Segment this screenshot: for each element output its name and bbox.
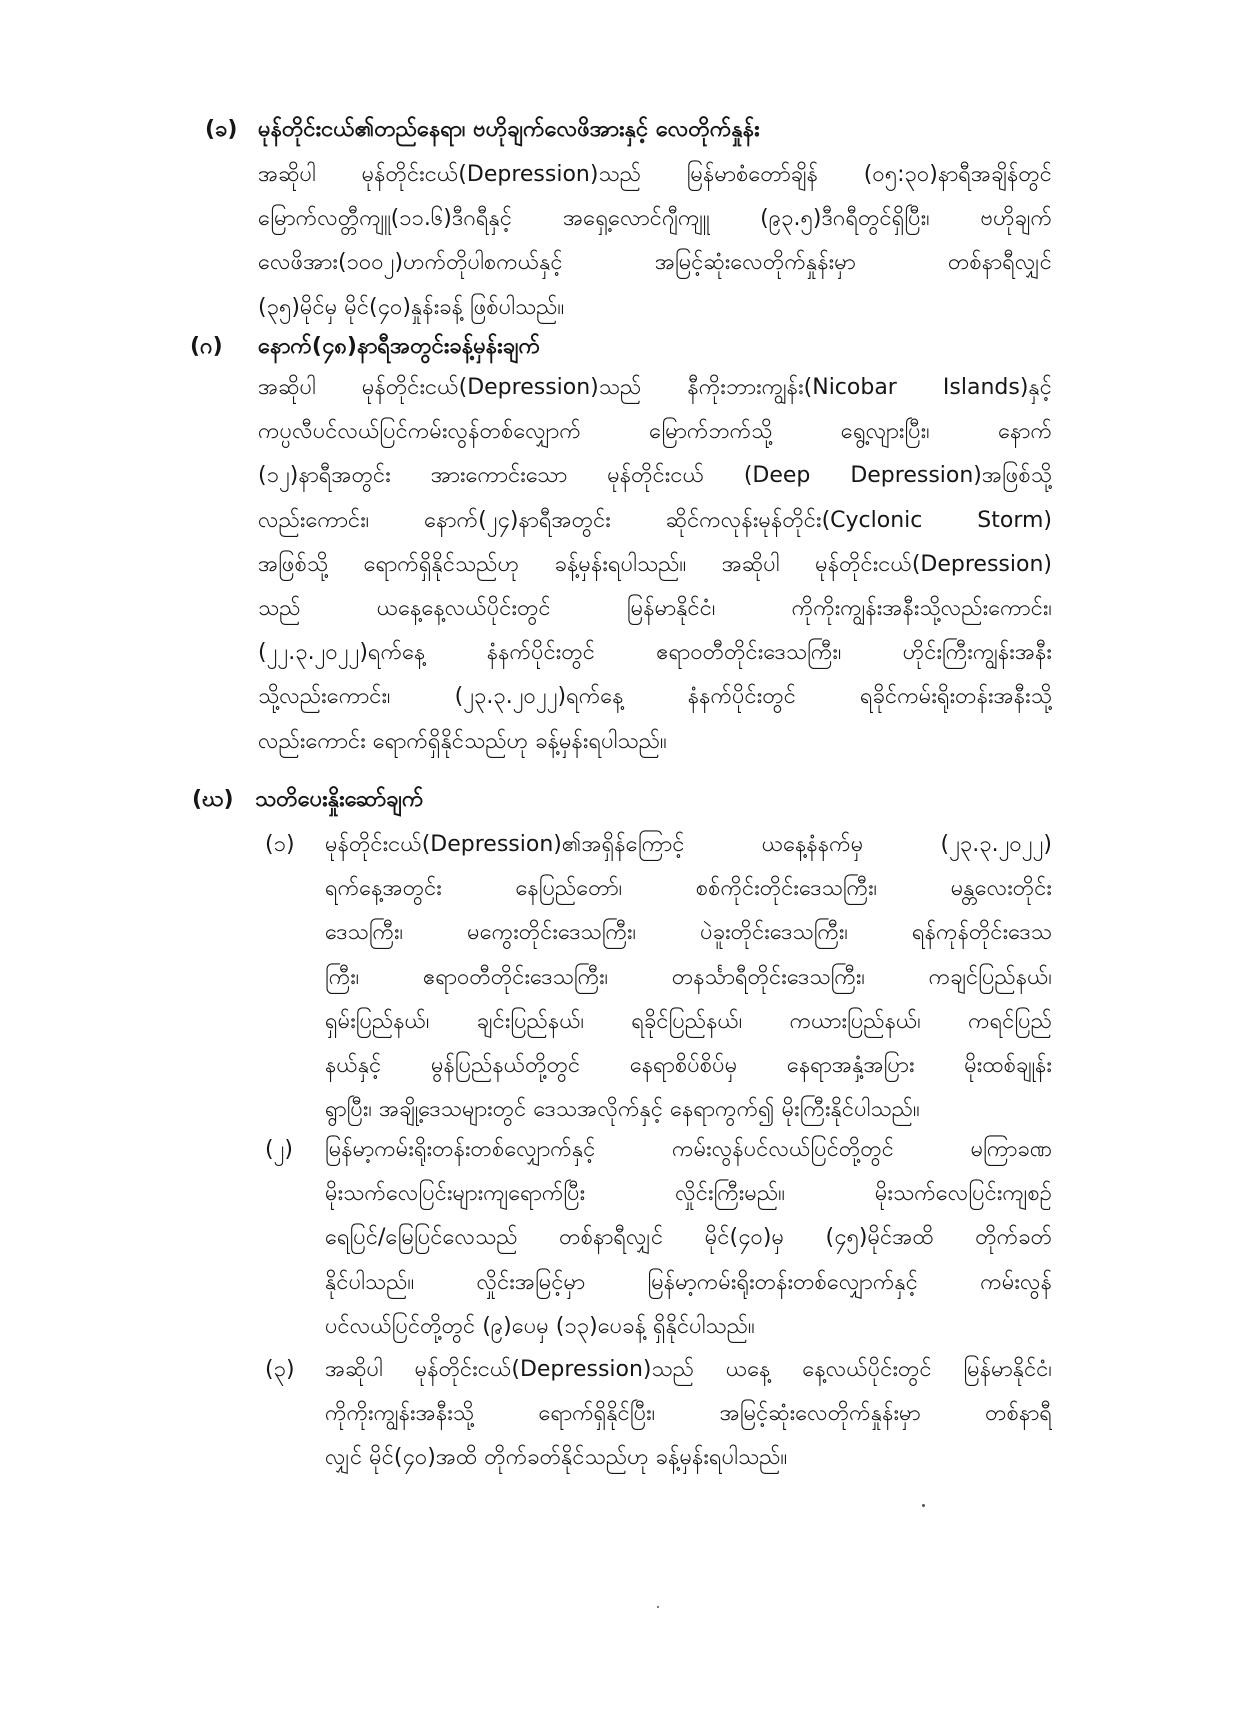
section-ga-label: (ဂ) [190, 334, 223, 359]
paragraph-line: လည်းကောင်း ရောက်ရှိနိုင်သည်ဟု ခန့်မှန်းရပါသည်။ [258, 728, 667, 754]
section-ga-paragraph [258, 366, 1052, 764]
paragraph-line: လည်းကောင်း၊ နောက်(၂၄)နာရီအတွင်း ဆိုင်ကလုန်းမုန်တိုင်း(Cyclonic Storm) [258, 507, 1052, 533]
warning-item-3-label: (၃) [265, 1357, 295, 1382]
section-ga-heading: နောက်(၄၈)နာရီအတွင်းခန့်မှန်းချက် [258, 334, 541, 359]
warning-item-1-label: (၁) [265, 832, 295, 857]
scan-speck [657, 1606, 659, 1608]
paragraph-line: မြောက်လတ္တီကျူ(၁၁.၆)ဒီဂရီနှင့် အရှေ့လောင်ဂျီကျူ (၉၃.၅)ဒီဂရီတွင်ရှိပြီး၊ ဗဟိုချက် [258, 206, 1052, 232]
paragraph-line: ရေပြင်/မြေပြင်လေသည် တစ်နာရီလျှင် မိုင်(၄၀)မှ (၄၅)မိုင်အထိ တိုက်ခတ် [325, 1225, 1052, 1251]
paragraph-line: သည် ယနေ့နေ့လယ်ပိုင်းတွင် မြန်မာနိုင်ငံ၊ ကိုကိုးကျွန်းအနီးသို့လည်းကောင်း၊ [258, 595, 1052, 621]
paragraph-line: မုန်တိုင်းငယ်(Depression)၏အရှိန်ကြောင့် ယနေ့နံနက်မှ (၂၃.၃.၂၀၂၂) [325, 832, 1052, 857]
paragraph-line: (၃၅)မိုင်မှ မိုင်(၄၀)နှုန်းခန့် ဖြစ်ပါသည်။ [258, 294, 565, 320]
paragraph-line: လေဖိအား(၁၀၀၂)ဟက်တိုပါစကယ်နှင့် အမြင့်ဆုံးလေတိုက်နှုန်းမှာ တစ်နာရီလျှင် [258, 250, 1052, 276]
warning-item-2 [325, 1128, 1052, 1349]
paragraph-line: ကပ္ပလီပင်လယ်ပြင်ကမ်းလွန်တစ်လျှောက် မြောက်ဘက်သို့ ရွေ့လျားပြီး၊ နောက် [258, 419, 1052, 445]
paragraph-line: အဆိုပါ မုန်တိုင်းငယ်(Depression)သည် နီကိုးဘားကျွန်း(Nicobar Islands)နှင့် [258, 375, 1052, 400]
paragraph-line: ကြီး၊ ဧရာဝတီတိုင်းဒေသကြီး၊ တနင်္သာရီတိုင်းဒေသကြီး၊ ကချင်ပြည်နယ်၊ [325, 964, 1052, 990]
paragraph-line: နိုင်ပါသည်။ လှိုင်းအမြင့်မှာ မြန်မာ့ကမ်းရိုးတန်းတစ်လျှောက်နှင့် ကမ်းလွန် [325, 1269, 1052, 1295]
paragraph-line: နယ်နှင့် မွန်ပြည်နယ်တို့တွင် နေရာစိပ်စိပ်မှ နေရာအနှံ့အပြား မိုးထစ်ချုန်း [325, 1052, 1052, 1078]
section-gha-heading: သတိပေးနှိုးဆော်ချက် [255, 787, 424, 812]
paragraph-line: ရက်နေ့အတွင်း နေပြည်တော်၊ စစ်ကိုင်းတိုင်းဒေသကြီး၊ မန္တလေးတိုင်း [325, 876, 1052, 902]
paragraph-line: အဖြစ်သို့ ရောက်ရှိနိုင်သည်ဟု ခန့်မှန်းရပါသည်။ အဆိုပါ မုန်တိုင်းငယ်(Depression) [258, 551, 1052, 577]
scan-speck [922, 1504, 925, 1507]
paragraph-line: ရွာပြီး၊ အချို့ဒေသများတွင် ဒေသအလိုက်နှင့် နေရာကွက်၍ မိုးကြီးနိုင်ပါသည်။ [325, 1097, 920, 1123]
paragraph-line: (၂၂.၃.၂၀၂၂)ရက်နေ့ နံနက်ပိုင်းတွင် ဧရာဝတီတိုင်းဒေသကြီး၊ ဟိုင်းကြီးကျွန်းအနီး [258, 640, 1052, 666]
paragraph-line: ရှမ်းပြည်နယ်၊ ချင်းပြည်နယ်၊ ရခိုင်ပြည်နယ်၊ ကယားပြည်နယ်၊ ကရင်ပြည် [325, 1008, 1052, 1034]
paragraph-line: (၁၂)နာရီအတွင်း အားကောင်းသော မုန်တိုင်းငယ် (Deep Depression)အဖြစ်သို့ [258, 463, 1052, 489]
section-kha-heading: မုန်တိုင်းငယ်၏တည်နေရာ၊ ဗဟိုချက်လေဖိအားနှင့် လေတိုက်နှုန်း [258, 117, 760, 142]
paragraph-line: ပင်လယ်ပြင်တို့တွင် (၉)ပေမှ (၁၃)ပေခန့် ရှိနိုင်ပါသည်။ [325, 1313, 755, 1339]
paragraph-line: မိုးသက်လေပြင်းများကျရောက်ပြီး လှိုင်းကြီးမည်။ မိုးသက်လေပြင်းကျစဉ် [325, 1181, 1052, 1207]
section-kha-paragraph [258, 153, 1052, 330]
warning-item-2-label: (၂) [265, 1137, 293, 1162]
paragraph-line: ကိုကိုးကျွန်းအနီးသို့ ရောက်ရှိနိုင်ပြီး၊ အမြင့်ဆုံးလေတိုက်နှုန်းမှာ တစ်နာရီ [325, 1401, 1052, 1427]
paragraph-line: အဆိုပါ မုန်တိုင်းငယ်(Depression)သည် ယနေ့ နေ့လယ်ပိုင်းတွင် မြန်မာနိုင်ငံ၊ [325, 1357, 1052, 1382]
paragraph-line: အဆိုပါ မုန်တိုင်းငယ်(Depression)သည် မြန်မာစံတော်ချိန် (၀၅:၃၀)နာရီအချိန်တွင် [258, 162, 1052, 187]
paragraph-line: သို့လည်းကောင်း၊ (၂၃.၃.၂၀၂၂)ရက်နေ့ နံနက်ပိုင်းတွင် ရခိုင်ကမ်းရိုးတန်းအနီးသို့ [258, 684, 1052, 710]
section-gha-label: (ဃ) [192, 787, 234, 812]
paragraph-line: မြန်မာ့ကမ်းရိုးတန်းတစ်လျှောက်နှင့် ကမ်းလွန်ပင်လယ်ပြင်တို့တွင် မကြာခဏ [325, 1137, 1052, 1162]
paragraph-line: လျှင် မိုင်(၄၀)အထိ တိုက်ခတ်နိုင်သည်ဟု ခန့်မှန်းရပါသည်။ [325, 1445, 788, 1471]
warning-item-3 [325, 1348, 1052, 1481]
paragraph-line: ဒေသကြီး၊ မကွေးတိုင်းဒေသကြီး၊ ပဲခူးတိုင်းဒေသကြီး၊ ရန်ကုန်တိုင်းဒေသ [325, 920, 1052, 946]
warning-item-1 [325, 823, 1052, 1132]
section-kha-label: (ခ) [205, 117, 238, 142]
